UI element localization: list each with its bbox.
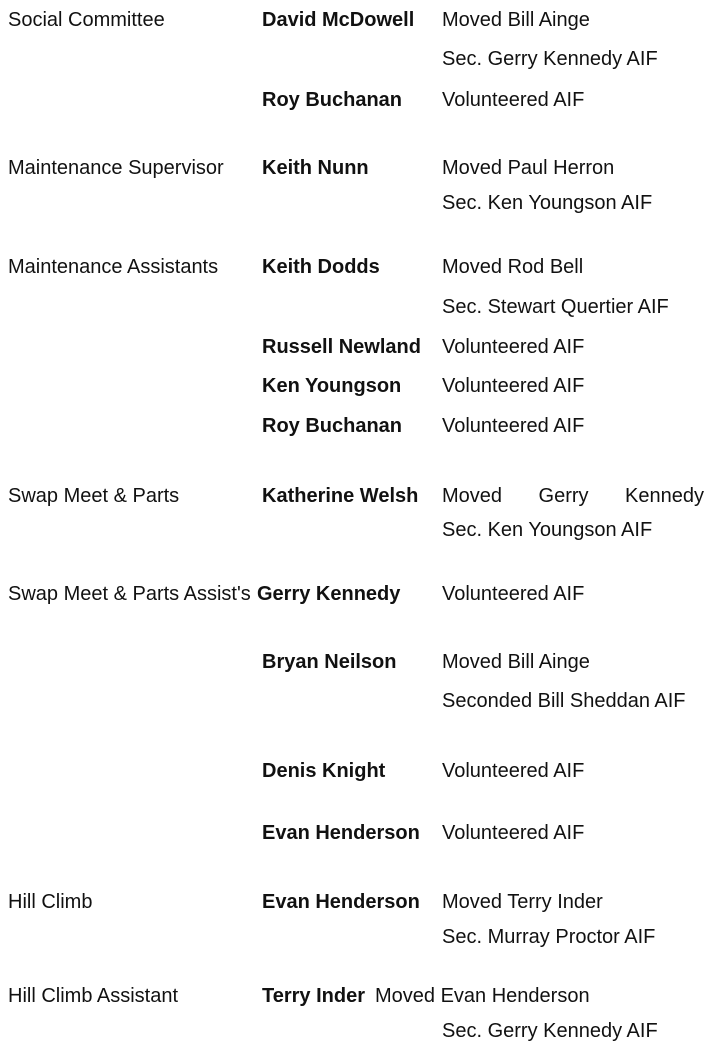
volunteered-text: Volunteered AIF	[442, 375, 585, 397]
entry-line	[0, 818, 714, 848]
person-name: Evan Henderson	[262, 822, 420, 844]
volunteered-text: Volunteered AIF	[442, 760, 585, 782]
entry-line	[0, 153, 714, 183]
entry-line	[0, 411, 714, 441]
seconded-text: Sec. Stewart Quertier AIF	[442, 296, 669, 318]
entry-line	[0, 647, 714, 677]
role-label: Swap Meet & Parts	[8, 485, 180, 507]
entry-line	[0, 981, 714, 1011]
entry-line	[0, 1016, 714, 1046]
seconded-text: Sec. Gerry Kennedy AIF	[442, 1020, 658, 1042]
person-name: Roy Buchanan	[262, 415, 403, 437]
entry-line	[0, 481, 714, 511]
role-label: Swap Meet & Parts Assist's	[8, 583, 251, 605]
entry-line	[0, 756, 714, 786]
volunteered-text: Volunteered AIF	[442, 336, 585, 358]
person-name: Keith Nunn	[262, 157, 369, 179]
volunteered-text: Volunteered AIF	[442, 583, 585, 605]
person-name: Terry Inder	[262, 985, 365, 1007]
entry-line	[0, 579, 714, 609]
role-label: Hill Climb	[8, 891, 93, 913]
entry-line	[0, 686, 714, 716]
seconded-text: Sec. Murray Proctor AIF	[442, 926, 656, 948]
moved-text: Moved Bill Ainge	[442, 9, 590, 31]
volunteered-text: Volunteered AIF	[442, 415, 585, 437]
person-name: Gerry Kennedy	[257, 583, 401, 605]
role-label: Social Committee	[8, 9, 165, 31]
entry-line	[0, 252, 714, 282]
moved-text: Moved Paul Herron	[442, 157, 615, 179]
seconded-text: Sec. Ken Youngson AIF	[442, 519, 653, 541]
moved-text: Moved Bill Ainge	[442, 651, 590, 673]
person-name: Roy Buchanan	[262, 89, 403, 111]
role-label: Maintenance Assistants	[8, 256, 219, 278]
person-name: David McDowell	[262, 9, 415, 31]
role-label: Maintenance Supervisor	[8, 157, 224, 179]
entry-line	[0, 188, 714, 218]
volunteered-text: Volunteered AIF	[442, 822, 585, 844]
person-name: Russell Newland	[262, 336, 421, 358]
moved-word: Kennedy	[625, 485, 704, 507]
role-label: Hill Climb Assistant	[8, 985, 179, 1007]
seconded-text: Sec. Ken Youngson AIF	[442, 192, 653, 214]
entry-line	[0, 515, 714, 545]
person-name: Keith Dodds	[262, 256, 380, 278]
person-name: Ken Youngson	[262, 375, 402, 397]
seconded-text: Seconded Bill Sheddan AIF	[442, 690, 686, 712]
moved-word: Moved	[442, 485, 503, 507]
entry-line	[0, 332, 714, 362]
person-name: Evan Henderson	[262, 891, 420, 913]
volunteered-text: Volunteered AIF	[442, 89, 585, 111]
entry-line	[0, 371, 714, 401]
moved-text: Moved Terry Inder	[442, 891, 603, 913]
moved-text: Moved Evan Henderson	[375, 985, 590, 1007]
seconded-text: Sec. Gerry Kennedy AIF	[442, 48, 658, 70]
entry-line	[0, 5, 714, 35]
moved-text: Moved Rod Bell	[442, 256, 584, 278]
person-name: Katherine Welsh	[262, 485, 419, 507]
moved-text	[442, 481, 704, 511]
person-name: Denis Knight	[262, 760, 386, 782]
entry-line	[0, 44, 714, 74]
entry-line	[0, 887, 714, 917]
entry-line	[0, 85, 714, 115]
entry-line	[0, 922, 714, 952]
moved-word: Gerry	[538, 485, 589, 507]
entry-line	[0, 292, 714, 322]
person-name: Bryan Neilson	[262, 651, 397, 673]
